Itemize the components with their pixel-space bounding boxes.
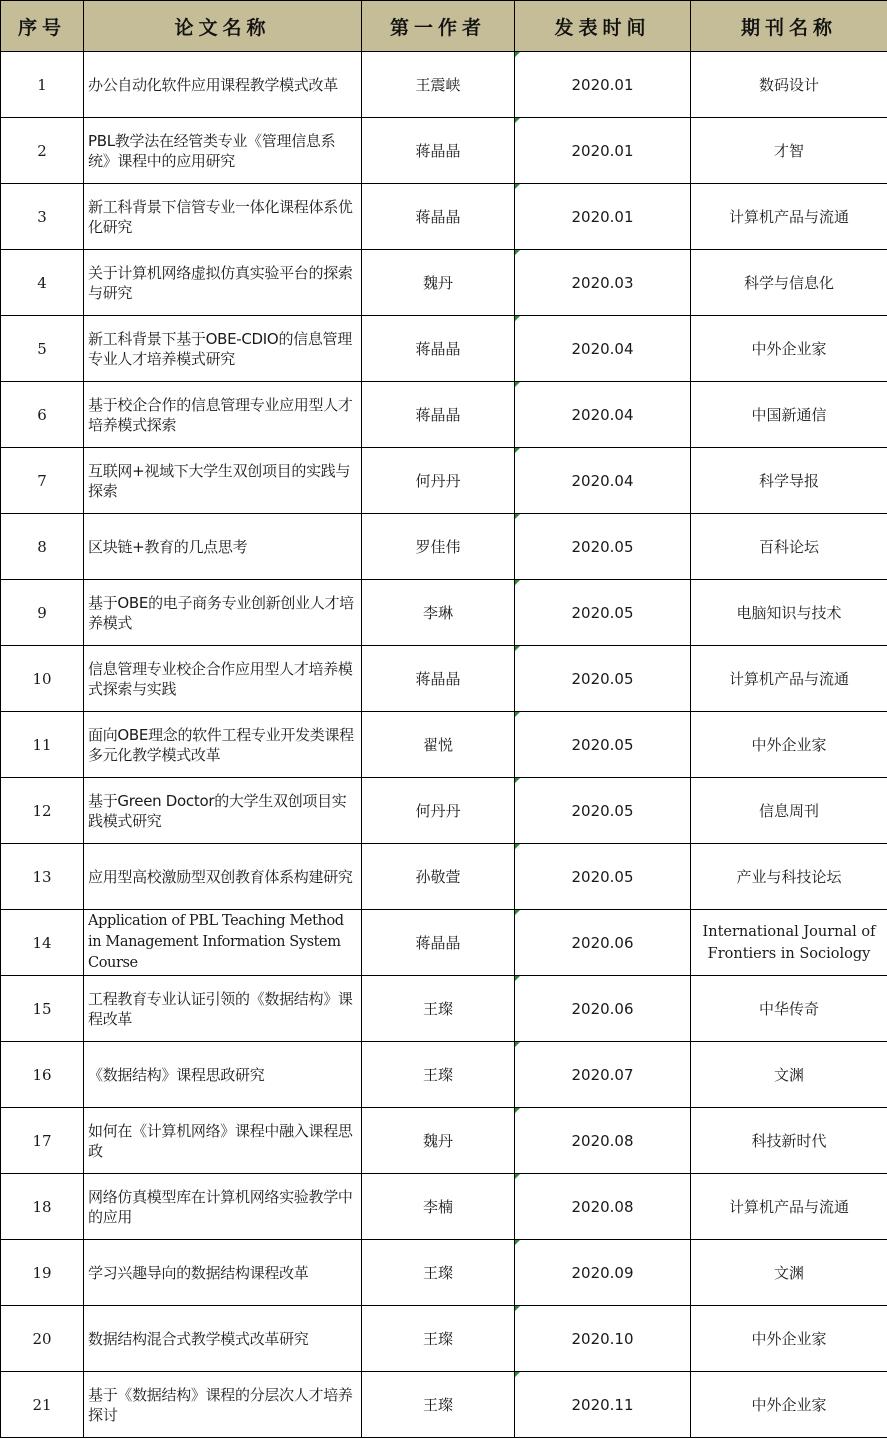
cell-date[interactable]: 2020.08 [515, 1174, 691, 1240]
cell-author[interactable]: 蒋晶晶 [362, 184, 515, 250]
cell-journal[interactable]: 计算机产品与流通 [691, 646, 887, 712]
cell-marker-icon [515, 1372, 520, 1377]
table-row [1, 118, 887, 184]
cell-author[interactable]: 王璨 [362, 1306, 515, 1372]
table-row [1, 712, 887, 778]
table-row [1, 844, 887, 910]
cell-author[interactable]: 翟悦 [362, 712, 515, 778]
cell-marker-icon [515, 1174, 520, 1179]
cell-index[interactable]: 14 [1, 910, 84, 976]
cell-title[interactable]: 如何在《计算机网络》课程中融入课程思政 [84, 1108, 362, 1174]
table-row [1, 316, 887, 382]
cell-marker-icon [515, 250, 520, 255]
cell-date[interactable]: 2020.04 [515, 448, 691, 514]
cell-author[interactable]: 王璨 [362, 1240, 515, 1306]
cell-author[interactable]: 王震峡 [362, 52, 515, 118]
table-row [1, 976, 887, 1042]
cell-date[interactable]: 2020.01 [515, 118, 691, 184]
cell-journal[interactable]: 科技新时代 [691, 1108, 887, 1174]
table-row [1, 1108, 887, 1174]
cell-date[interactable]: 2020.04 [515, 316, 691, 382]
cell-marker-icon [515, 184, 520, 189]
cell-date[interactable]: 2020.05 [515, 778, 691, 844]
cell-author[interactable]: 魏丹 [362, 250, 515, 316]
cell-marker-icon [515, 448, 520, 453]
cell-index[interactable]: 8 [1, 514, 84, 580]
cell-author[interactable]: 蒋晶晶 [362, 118, 515, 184]
cell-author[interactable]: 蒋晶晶 [362, 646, 515, 712]
cell-title[interactable]: 信息管理专业校企合作应用型人才培养模式探索与实践 [84, 646, 362, 712]
table-header [1, 1, 887, 52]
table-row [1, 580, 887, 646]
cell-marker-icon [515, 316, 520, 321]
cell-journal[interactable]: 电脑知识与技术 [691, 580, 887, 646]
cell-index[interactable]: 15 [1, 976, 84, 1042]
cell-author[interactable]: 蒋晶晶 [362, 910, 515, 976]
cell-index[interactable]: 5 [1, 316, 84, 382]
cell-date[interactable]: 2020.06 [515, 976, 691, 1042]
cell-author[interactable]: 王璨 [362, 1372, 515, 1438]
cell-index[interactable]: 7 [1, 448, 84, 514]
cell-title[interactable]: 面向OBE理念的软件工程专业开发类课程多元化教学模式改革 [84, 712, 362, 778]
cell-journal[interactable]: 数码设计 [691, 52, 887, 118]
cell-title[interactable]: Application of PBL Teaching Method in Management Information System Course [84, 910, 362, 976]
cell-author[interactable]: 李琳 [362, 580, 515, 646]
table-row [1, 382, 887, 448]
cell-marker-icon [515, 514, 520, 519]
cell-author[interactable]: 何丹丹 [362, 778, 515, 844]
cell-date[interactable]: 2020.05 [515, 712, 691, 778]
cell-marker-icon [515, 580, 520, 585]
cell-index[interactable]: 20 [1, 1306, 84, 1372]
cell-title[interactable]: 基于校企合作的信息管理专业应用型人才培养模式探索 [84, 382, 362, 448]
cell-index[interactable]: 10 [1, 646, 84, 712]
table-row [1, 910, 887, 976]
table-row [1, 778, 887, 844]
cell-index[interactable]: 9 [1, 580, 84, 646]
cell-author[interactable]: 罗佳伟 [362, 514, 515, 580]
header-journal[interactable]: 期刊名称 [691, 1, 887, 52]
table-row [1, 646, 887, 712]
table-row [1, 514, 887, 580]
table-row [1, 1174, 887, 1240]
cell-author[interactable]: 蒋晶晶 [362, 382, 515, 448]
header-date[interactable]: 发表时间 [515, 1, 691, 52]
cell-marker-icon [515, 1042, 520, 1047]
cell-index[interactable]: 21 [1, 1372, 84, 1438]
cell-marker-icon [515, 118, 520, 123]
cell-date[interactable]: 2020.08 [515, 1108, 691, 1174]
table-row [1, 1372, 887, 1438]
cell-index[interactable]: 18 [1, 1174, 84, 1240]
cell-journal[interactable]: 产业与科技论坛 [691, 844, 887, 910]
cell-title[interactable]: PBL教学法在经管类专业《管理信息系统》课程中的应用研究 [84, 118, 362, 184]
cell-date[interactable]: 2020.01 [515, 52, 691, 118]
cell-date[interactable]: 2020.09 [515, 1240, 691, 1306]
cell-journal[interactable]: 才智 [691, 118, 887, 184]
cell-journal[interactable]: International Journal of Frontiers in Sociology [691, 910, 887, 976]
cell-journal[interactable]: 计算机产品与流通 [691, 1174, 887, 1240]
header-index[interactable]: 序号 [1, 1, 84, 52]
cell-author[interactable]: 王璨 [362, 976, 515, 1042]
cell-date[interactable]: 2020.05 [515, 646, 691, 712]
cell-journal[interactable]: 文渊 [691, 1240, 887, 1306]
cell-index[interactable]: 12 [1, 778, 84, 844]
cell-date[interactable]: 2020.10 [515, 1306, 691, 1372]
cell-journal[interactable]: 中外企业家 [691, 1372, 887, 1438]
cell-index[interactable]: 3 [1, 184, 84, 250]
table-row [1, 184, 887, 250]
cell-title[interactable]: 基于《数据结构》课程的分层次人才培养探讨 [84, 1372, 362, 1438]
cell-title[interactable]: 区块链+教育的几点思考 [84, 514, 362, 580]
cell-title[interactable]: 数据结构混合式教学模式改革研究 [84, 1306, 362, 1372]
cell-index[interactable]: 17 [1, 1108, 84, 1174]
cell-title[interactable]: 办公自动化软件应用课程教学模式改革 [84, 52, 362, 118]
table-row [1, 1306, 887, 1372]
cell-journal[interactable]: 文渊 [691, 1042, 887, 1108]
cell-date[interactable]: 2020.05 [515, 580, 691, 646]
cell-journal[interactable]: 百科论坛 [691, 514, 887, 580]
cell-marker-icon [515, 844, 520, 849]
table-row [1, 250, 887, 316]
cell-author[interactable]: 李楠 [362, 1174, 515, 1240]
cell-title[interactable]: 工程教育专业认证引领的《数据结构》课程改革 [84, 976, 362, 1042]
cell-index[interactable]: 4 [1, 250, 84, 316]
table-row [1, 52, 887, 118]
cell-journal[interactable]: 计算机产品与流通 [691, 184, 887, 250]
cell-date[interactable]: 2020.03 [515, 250, 691, 316]
cell-date[interactable]: 2020.05 [515, 844, 691, 910]
cell-journal[interactable]: 中华传奇 [691, 976, 887, 1042]
cell-index[interactable]: 1 [1, 52, 84, 118]
cell-date[interactable]: 2020.07 [515, 1042, 691, 1108]
header-author[interactable]: 第一作者 [362, 1, 515, 52]
cell-date[interactable]: 2020.01 [515, 184, 691, 250]
cell-index[interactable]: 16 [1, 1042, 84, 1108]
cell-date[interactable]: 2020.06 [515, 910, 691, 976]
cell-title[interactable]: 互联网+视域下大学生双创项目的实践与探索 [84, 448, 362, 514]
cell-title[interactable]: 《数据结构》课程思政研究 [84, 1042, 362, 1108]
cell-marker-icon [515, 778, 520, 783]
cell-title[interactable]: 新工科背景下信管专业一体化课程体系优化研究 [84, 184, 362, 250]
cell-author[interactable]: 蒋晶晶 [362, 316, 515, 382]
cell-journal[interactable]: 信息周刊 [691, 778, 887, 844]
cell-index[interactable]: 13 [1, 844, 84, 910]
cell-journal[interactable]: 中外企业家 [691, 1306, 887, 1372]
cell-journal[interactable]: 中外企业家 [691, 316, 887, 382]
cell-journal[interactable]: 中国新通信 [691, 382, 887, 448]
cell-journal[interactable]: 中外企业家 [691, 712, 887, 778]
cell-title[interactable]: 基于Green Doctor的大学生双创项目实践模式研究 [84, 778, 362, 844]
cell-date[interactable]: 2020.04 [515, 382, 691, 448]
cell-index[interactable]: 2 [1, 118, 84, 184]
cell-marker-icon [515, 52, 520, 57]
cell-marker-icon [515, 1240, 520, 1245]
header-title[interactable]: 论文名称 [84, 1, 362, 52]
cell-title[interactable]: 基于OBE的电子商务专业创新创业人才培养模式 [84, 580, 362, 646]
cell-title[interactable]: 网络仿真模型库在计算机网络实验教学中的应用 [84, 1174, 362, 1240]
cell-index[interactable]: 6 [1, 382, 84, 448]
cell-date[interactable]: 2020.11 [515, 1372, 691, 1438]
cell-marker-icon [515, 382, 520, 387]
cell-journal[interactable]: 科学与信息化 [691, 250, 887, 316]
cell-index[interactable]: 19 [1, 1240, 84, 1306]
cell-marker-icon [515, 646, 520, 651]
cell-author[interactable]: 何丹丹 [362, 448, 515, 514]
cell-marker-icon [515, 976, 520, 981]
cell-marker-icon [515, 1306, 520, 1311]
header-row [1, 1, 887, 52]
cell-title[interactable]: 学习兴趣导向的数据结构课程改革 [84, 1240, 362, 1306]
cell-author[interactable]: 魏丹 [362, 1108, 515, 1174]
cell-author[interactable]: 王璨 [362, 1042, 515, 1108]
cell-title[interactable]: 新工科背景下基于OBE-CDIO的信息管理专业人才培养模式研究 [84, 316, 362, 382]
cell-journal[interactable]: 科学导报 [691, 448, 887, 514]
cell-author[interactable]: 孙敬萱 [362, 844, 515, 910]
cell-marker-icon [515, 1108, 520, 1113]
cell-marker-icon [515, 712, 520, 717]
cell-title[interactable]: 关于计算机网络虚拟仿真实验平台的探索与研究 [84, 250, 362, 316]
table-row [1, 1042, 887, 1108]
cell-date[interactable]: 2020.05 [515, 514, 691, 580]
table-row [1, 1240, 887, 1306]
table-body [1, 52, 887, 1438]
cell-index[interactable]: 11 [1, 712, 84, 778]
cell-marker-icon [515, 910, 520, 915]
table-row [1, 448, 887, 514]
cell-title[interactable]: 应用型高校激励型双创教育体系构建研究 [84, 844, 362, 910]
